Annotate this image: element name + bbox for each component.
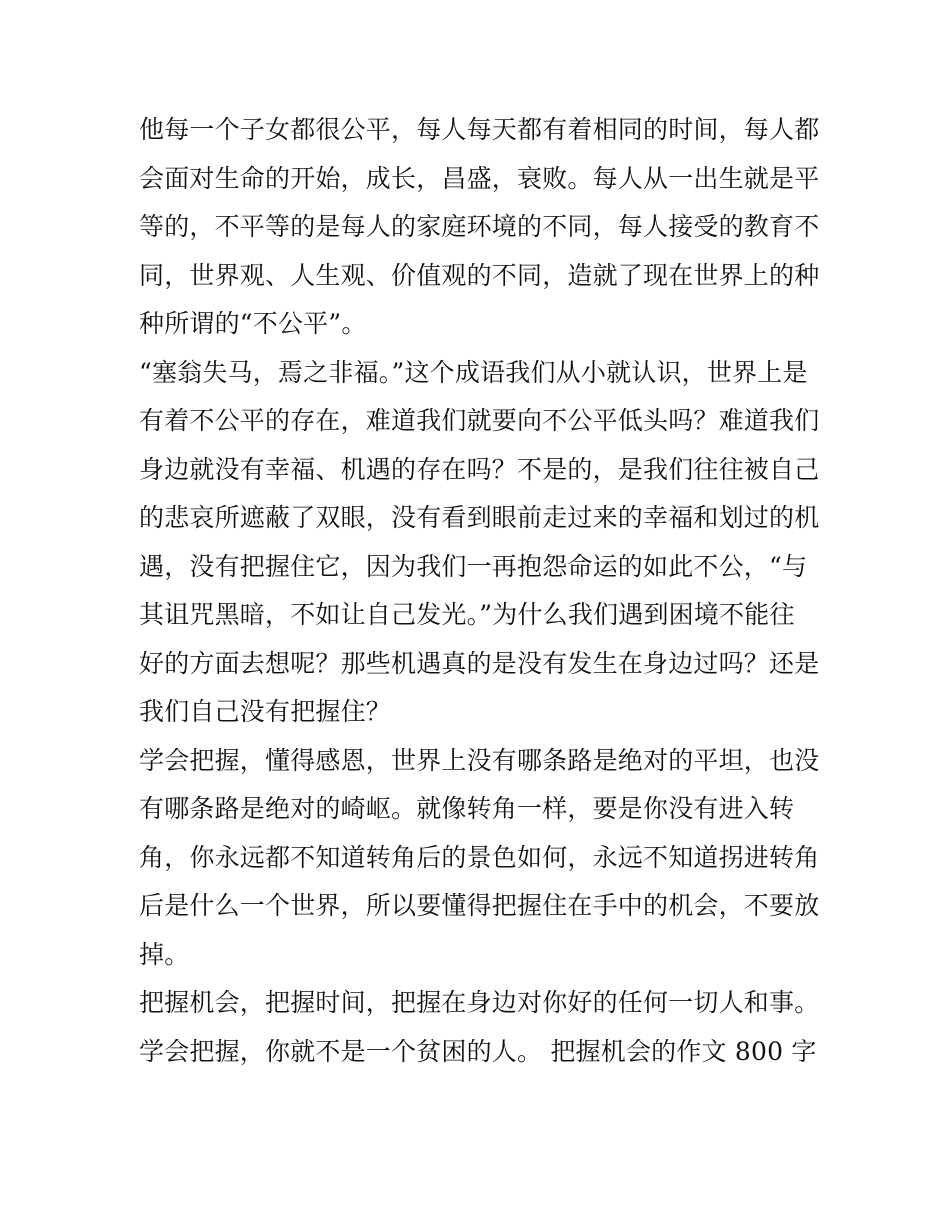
text-line: “塞翁失马，焉之非福。”这个成语我们从小就认识，世界上是 <box>139 357 808 387</box>
text-line: 会面对生命的开始，成长，昌盛，衰败。每人从一出生就是平 <box>139 163 820 193</box>
text-line: 我们自己没有把握住？ <box>139 697 392 726</box>
text-line: 好的方面去想呢？那些机遇真的是没有发生在身边过吗？还是 <box>139 648 820 678</box>
text-line: 种所谓的“不公平”。 <box>139 309 367 338</box>
text-line: 学会把握，你就不是一个贫困的人。 把握机会的作文 800 字 <box>139 1036 817 1066</box>
text-line: 有着不公平的存在，难道我们就要向不公平低头吗？难道我们 <box>139 406 820 435</box>
text-line: 遇，没有把握住它，因为我们一再抱怨命运的如此不公，“与 <box>139 551 808 581</box>
essay-body <box>139 106 819 1076</box>
text-line: 掉。 <box>139 939 190 969</box>
text-line: 同，世界观、人生观、价值观的不同，造就了现在世界上的种 <box>139 260 820 290</box>
text-line: 把握机会，把握时间，把握在身边对你好的任何一切人和事。 <box>139 988 820 1017</box>
text-line: 学会把握，懂得感恩，世界上没有哪条路是绝对的平坦，也没 <box>139 745 820 775</box>
text-line: 他每一个子女都很公平，每人每天都有着相同的时间，每人都 <box>139 115 820 144</box>
text-line: 身边就没有幸福、机遇的存在吗？不是的，是我们往往被自己 <box>139 454 820 484</box>
text-line: 后是什么一个世界，所以要懂得把握住在手中的机会，不要放 <box>139 891 820 920</box>
text-line: 角，你永远都不知道转角后的景色如何，永远不知道拐进转角 <box>139 842 820 872</box>
text-line: 等的，不平等的是每人的家庭环境的不同，每人接受的教育不 <box>139 212 820 241</box>
text-line: 其诅咒黑暗，不如让自己发光。”为什么我们遇到困境不能往 <box>139 600 795 629</box>
text-line: 的悲哀所遮蔽了双眼，没有看到眼前走过来的幸福和划过的机 <box>139 503 820 532</box>
text-line: 有哪条路是绝对的崎岖。就像转角一样，要是你没有进入转 <box>139 794 795 823</box>
